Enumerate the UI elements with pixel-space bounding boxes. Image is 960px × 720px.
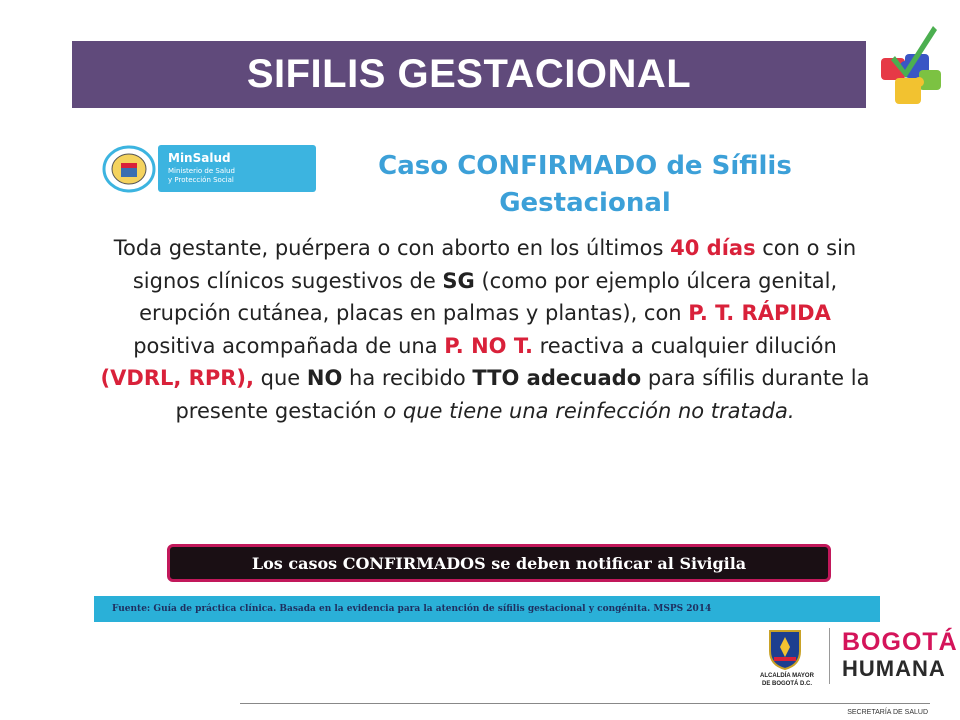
definition-highlight: P. NO T. [444, 333, 533, 358]
case-title [330, 148, 840, 222]
minsalud-name: MinSalud [168, 151, 231, 165]
definition-highlight: (VDRL, RPR), [100, 366, 254, 390]
definition-highlight: 40 días [670, 236, 756, 260]
definition-text: para sífilis durante la presente gestación [175, 366, 870, 423]
title-bar [72, 41, 866, 108]
humana-logo-text: HUMANA [842, 656, 946, 681]
definition-highlight: P. T. RÁPIDA [688, 301, 831, 325]
alcaldia-label [752, 672, 822, 688]
notify-text: Los casos CONFIRMADOS se deben notificar al Sivigila [251, 553, 747, 573]
alcaldia-line-2: DE BOGOTÁ D.C. [761, 681, 812, 687]
bogota-shield-icon [766, 627, 804, 671]
page-title: SIFILIS GESTACIONAL [246, 52, 692, 96]
definition-text: con o sin signos clínicos sugestivos de [132, 236, 857, 293]
logo-divider [829, 628, 830, 684]
definition-text: reactiva a cualquier dilución [532, 333, 837, 358]
definition-italic: o que tiene una reinfección no tratada. [383, 398, 795, 423]
definition-bold: NO [306, 366, 343, 390]
source-bar [94, 596, 880, 622]
definition-text: (como por ejemplo úlcera genital, erupción cutánea, placas en palmas y plantas), con [139, 268, 838, 325]
definition-text: que [253, 366, 307, 390]
puzzle-check-icon [875, 20, 947, 112]
minsalud-subtitle: Ministerio de Salud [168, 167, 235, 175]
minsalud-subtitle-2: y Protección Social [168, 176, 234, 184]
footer-divider [240, 703, 930, 704]
case-title-line-2: Gestacional [499, 188, 671, 218]
alcaldia-line-1: ALCALDÍA MAYOR [760, 673, 814, 679]
case-definition [100, 232, 870, 427]
bogota-logo-text: BOGOTÁ [842, 628, 958, 656]
colombia-crest-icon [102, 145, 156, 193]
case-title-line-1: Caso CONFIRMADO de Sífilis [378, 151, 792, 181]
definition-bold: SG [442, 268, 475, 293]
definition-bold: TTO adecuado [472, 366, 642, 390]
definition-text: ha recibido [342, 366, 473, 390]
source-citation: Fuente: Guía de práctica clínica. Basada en la evidencia para la atención de sífilis gestacional y congénita. MSPS 2014 [112, 604, 712, 614]
minsalud-badge [158, 145, 316, 192]
secretaria-label: SECRETARÍA DE SALUD [847, 709, 928, 716]
definition-text: Toda gestante, puérpera o con aborto en los últimos [113, 236, 671, 260]
definition-text: positiva acompañada de una [133, 333, 445, 358]
notify-banner [167, 544, 831, 582]
